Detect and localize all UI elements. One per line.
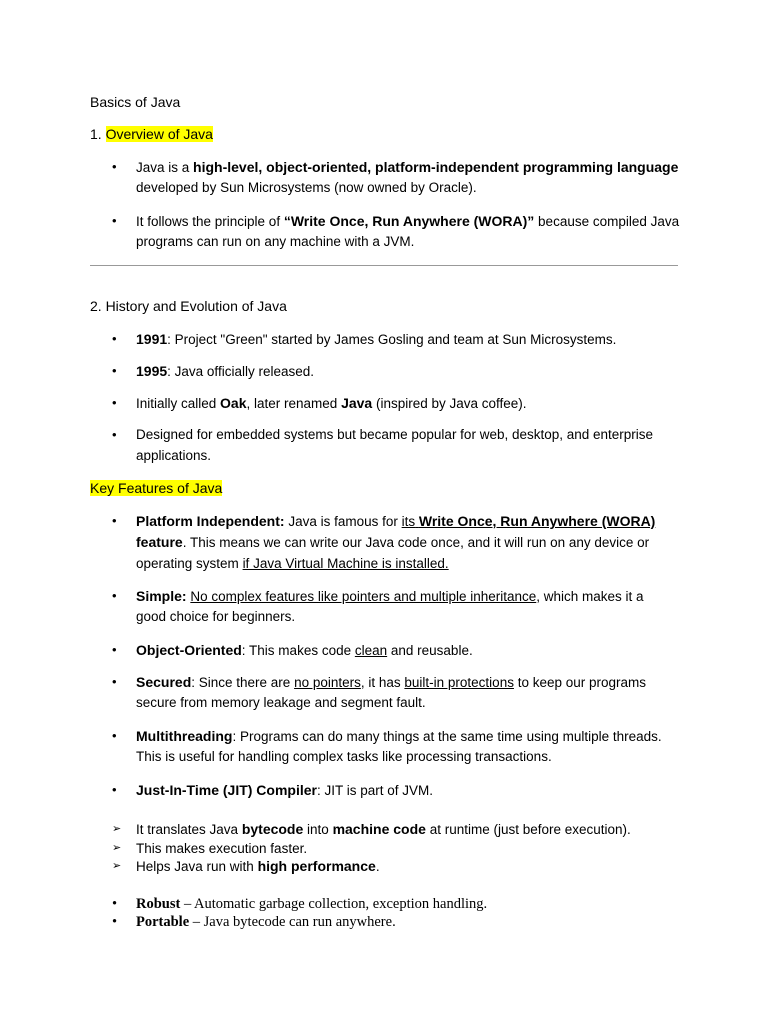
s1-bullet-2-line-1 [136,210,679,233]
bold-run: high performance [257,858,376,874]
bullet-icon: • [112,427,117,442]
s2-bullet-1 [136,328,616,351]
bold-underlined-run: Write Once, Run Anywhere (WORA) [418,513,656,529]
feature-6 [136,779,433,802]
bullet-icon: • [112,213,117,228]
arrow-bullet-icon: ➢ [112,823,122,835]
text-run: , it has [360,675,405,690]
underlined-run: built-in protections [404,675,514,690]
text-run: : Since there are [191,675,295,690]
arrow-bullet-icon: ➢ [112,860,122,872]
bold-run: Just-In-Time (JIT) Compiler [136,782,317,798]
feature-3 [136,639,473,662]
bullet-icon: • [112,159,117,174]
s2-bullet-2 [136,360,314,383]
underlined-run: No complex features like pointers and multiple inheritance [190,589,537,604]
text-run: : Programs can do many things at the same time using multiple threads. [232,729,662,744]
jit-point-2: This makes execution faster. [136,841,308,856]
bold-run: feature [136,534,183,550]
bold-run: Oak [220,395,247,411]
bullet-icon: • [112,728,117,743]
text-run: operating system [136,556,243,571]
text-run: (inspired by Java coffee). [372,396,527,411]
section-3-title: Key Features of Java [90,480,223,496]
bold-run: 1995 [136,363,168,379]
bullet-icon: • [112,642,117,657]
bullet-icon: • [112,674,117,689]
jit-point-3 [136,857,380,876]
s1-bullet-1-line-1 [136,156,678,179]
feature-1-line-3 [136,553,449,575]
bold-run: 1991 [136,331,168,347]
bold-run: Platform Independent: [136,513,285,529]
bullet-icon: • [112,513,117,528]
text-run: – Java bytecode can run anywhere. [189,914,396,930]
s2-bullet-3 [136,392,527,415]
text-run: and reusable. [387,643,473,658]
text-run: : JIT is part of JVM. [316,783,434,798]
bold-run: high-level, object-oriented, platform-independent programming language [193,159,679,175]
portable-item [136,911,396,933]
document-title: Basics of Java [90,94,181,110]
s2-bullet-4-line-2: applications. [136,448,212,463]
text-run: into [303,822,333,837]
text-run: because compiled Java [534,214,680,229]
bullet-icon: • [112,588,117,603]
bold-run: Portable [136,914,190,930]
underlined-run: clean [354,643,388,658]
feature-1-line-2 [136,531,649,554]
bullet-icon: • [112,363,117,378]
feature-5-line-2: This is useful for handling complex tasks like processing transactions. [136,749,552,764]
bullet-icon: • [112,896,118,912]
text-run: at runtime (just before execution). [425,822,631,837]
text-run: – Automatic garbage collection, exception handling. [180,896,488,912]
text-run: Java is famous for [284,514,402,529]
bold-run: Object-Oriented [136,642,242,658]
bold-run: Robust [136,896,181,912]
text-run: Java is a [136,160,194,175]
section-1-title: Overview of Java [105,126,213,142]
text-run: to keep our programs [513,675,647,690]
feature-1-line-1 [136,510,655,533]
jit-point-1 [136,820,631,839]
bold-run: Secured [136,674,192,690]
s1-bullet-2-line-2: programs can run on any machine with a JVM. [136,234,415,249]
arrow-bullet-icon: ➢ [112,842,122,854]
text-run: . This means we can write our Java code once, and it will run on any device or [182,535,650,550]
bold-run: Java [341,395,373,411]
text-run: : Java officially released. [167,364,314,379]
text-run: : This makes code [241,643,355,658]
text-run: : Project "Green" started by James Gosling and team at Sun Microsystems. [167,332,617,347]
text-run: , later renamed [246,396,342,411]
feature-4-line-2: secure from memory leakage and segment fault. [136,695,426,710]
bold-run: bytecode [241,821,304,837]
text-run: It translates Java [136,822,242,837]
bullet-icon: • [112,914,118,930]
section-2-heading: 2. History and Evolution of Java [90,298,287,314]
text-run: , which makes it a [536,589,644,604]
s2-bullet-4-line-1: Designed for embedded systems but became popular for web, desktop, and enterprise [136,427,654,442]
underlined-run: if Java Virtual Machine is installed. [242,556,449,571]
horizontal-divider [90,265,678,266]
feature-2-line-1 [136,585,644,608]
text-run: Helps Java run with [136,859,258,874]
bold-run: Simple: [136,588,187,604]
bold-run: Multithreading [136,728,233,744]
feature-4-line-1 [136,671,646,694]
section-1-heading [90,123,213,145]
bold-run: “Write Once, Run Anywhere (WORA)” [283,213,535,229]
feature-5-line-1 [136,725,662,748]
bold-run: machine code [332,821,426,837]
text-run: . [375,859,380,874]
text-run: It follows the principle of [136,214,284,229]
feature-2-line-2: good choice for beginners. [136,609,296,624]
s1-bullet-1-line-2: developed by Sun Microsystems (now owned by Oracle). [136,180,477,195]
text-run: Initially called [136,396,221,411]
section-3-heading [90,477,222,499]
underlined-run: its [401,514,416,529]
bullet-icon: • [112,782,117,797]
bullet-icon: • [112,331,117,346]
section-1-number: 1. [90,126,106,142]
bullet-icon: • [112,395,117,410]
underlined-run: no pointers [294,675,361,690]
